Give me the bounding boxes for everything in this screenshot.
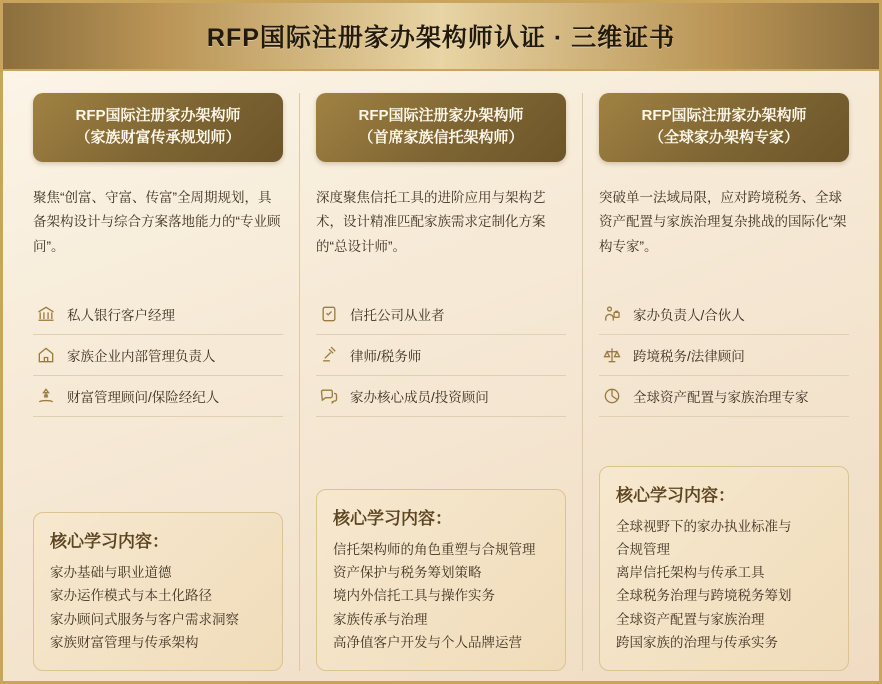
list-item-label: 律师/税务师 — [350, 348, 422, 364]
column-family-wealth-planner — [17, 93, 299, 671]
badge-line-2: （全球家办架构专家） — [648, 128, 799, 146]
core-content-list — [333, 538, 549, 654]
list-item — [316, 294, 566, 335]
columns-container — [3, 71, 879, 681]
core-content-card — [316, 489, 566, 671]
badge-line-2: （家族财富传承规划师） — [75, 128, 241, 146]
list-item: 境内外信托工具与操作实务 — [333, 588, 495, 604]
list-item: 离岸信托架构与传承工具 — [616, 565, 765, 581]
list-item-label: 全球资产配置与家族治理专家 — [633, 389, 809, 405]
briefcase-person-icon — [601, 303, 623, 325]
core-content-card — [599, 466, 849, 671]
certificate-badge — [33, 93, 283, 162]
list-item: 合规管理 — [616, 541, 670, 557]
page-title: RFP国际注册家办架构师认证 · 三维证书 — [206, 24, 676, 52]
chat-icon — [318, 385, 340, 407]
core-content-title: 核心学习内容： — [50, 532, 169, 552]
list-item — [33, 335, 283, 376]
list-item-label: 家族企业内部管理负责人 — [67, 348, 216, 364]
badge-line-1: RFP国际注册家办架构师 — [75, 107, 241, 124]
badge-line-2: （首席家族信托架构师） — [358, 128, 524, 146]
list-item-label: 家办核心成员/投资顾问 — [350, 389, 489, 405]
list-item — [316, 376, 566, 417]
list-item — [599, 294, 849, 335]
list-item: 家族财富管理与传承架构 — [50, 634, 199, 650]
list-item: 家族传承与治理 — [333, 611, 428, 627]
certificate-badge — [599, 93, 849, 162]
column-description: 深度聚焦信托工具的进阶应用与架构艺术，设计精准匹配家族需求定制化方案的“总设计师”。 — [316, 189, 546, 255]
column-description: 聚焦“创富、守富、传富”全周期规划，具备架构设计与综合方案落地能力的“专业顾问”。 — [33, 189, 281, 255]
pie-chart-icon — [601, 385, 623, 407]
core-content-title: 核心学习内容： — [333, 508, 452, 528]
header-banner — [3, 3, 879, 71]
list-item: 家办运作模式与本土化路径 — [50, 588, 212, 604]
badge-line-1: RFP国际注册家办架构师 — [641, 107, 807, 124]
list-item — [599, 376, 849, 417]
list-item: 资产保护与税务筹划策略 — [333, 565, 482, 581]
list-item — [316, 335, 566, 376]
certificate-badge — [316, 93, 566, 162]
core-content-list — [50, 561, 266, 654]
list-item: 全球税务治理与跨境税务筹划 — [616, 588, 792, 604]
shield-check-icon — [318, 303, 340, 325]
target-roles-list — [316, 294, 566, 417]
list-item-label: 家办负责人/合伙人 — [633, 307, 745, 323]
scales-icon — [601, 344, 623, 366]
list-item-label: 私人银行客户经理 — [67, 307, 175, 323]
list-item: 跨国家族的治理与传承实务 — [616, 634, 778, 650]
list-item: 高净值客户开发与个人品牌运营 — [333, 634, 522, 650]
list-item: 全球视野下的家办执业标准与 — [616, 518, 792, 534]
list-item-label: 财富管理顾问/保险经纪人 — [67, 389, 220, 405]
money-hand-icon — [35, 385, 57, 407]
gavel-icon — [318, 344, 340, 366]
list-item: 家办基础与职业道德 — [50, 565, 172, 581]
target-roles-list — [33, 294, 283, 417]
core-content-title: 核心学习内容： — [616, 485, 735, 505]
target-roles-list — [599, 294, 849, 417]
list-item-label: 跨境税务/法律顾问 — [633, 348, 745, 364]
list-item: 信托架构师的角色重塑与合规管理 — [333, 541, 536, 557]
core-content-card — [33, 512, 283, 671]
bank-icon — [35, 303, 57, 325]
list-item: 家办顾问式服务与客户需求洞察 — [50, 611, 239, 627]
home-icon — [35, 344, 57, 366]
list-item-label: 信托公司从业者 — [350, 307, 445, 323]
column-description: 突破单一法域局限，应对跨境税务、全球资产配置与家族治理复杂挑战的国际化“架构专家”。 — [599, 189, 847, 255]
core-content-list — [616, 515, 832, 654]
list-item: 全球资产配置与家族治理 — [616, 611, 765, 627]
column-global-family-office-expert — [582, 93, 865, 671]
list-item — [33, 376, 283, 417]
list-item — [599, 335, 849, 376]
list-item — [33, 294, 283, 335]
column-chief-trust-architect — [299, 93, 582, 671]
badge-line-1: RFP国际注册家办架构师 — [358, 107, 524, 124]
